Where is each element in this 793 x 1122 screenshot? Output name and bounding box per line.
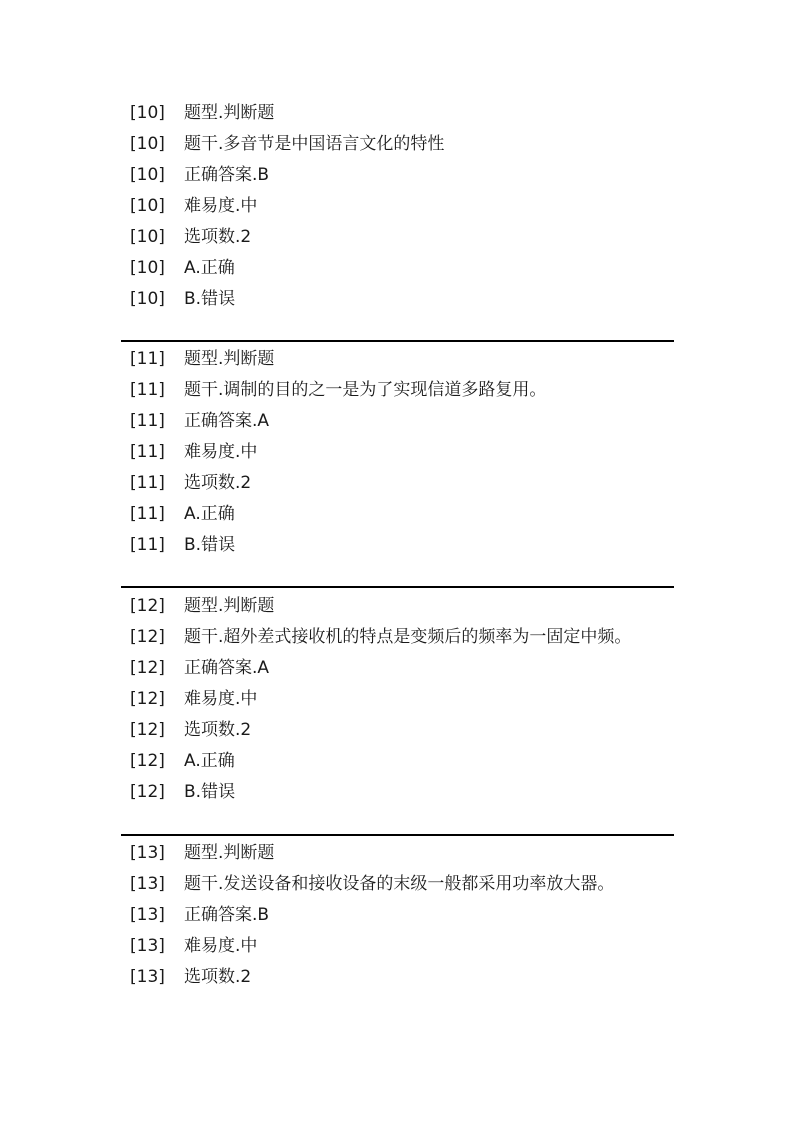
question-difficulty: 难易度.中 <box>184 442 258 462</box>
question-option-b-line <box>121 531 674 562</box>
question-number: [11] <box>130 442 165 462</box>
question-type-line <box>121 592 674 623</box>
question-stem: 题干.多音节是中国语言文化的特性 <box>184 134 445 154</box>
question-option-count: 选项数.2 <box>184 720 252 740</box>
question-stem: 题干.调制的目的之一是为了实现信道多路复用。 <box>184 380 547 400</box>
question-difficulty: 难易度.中 <box>184 689 258 709</box>
question-type: 题型.判断题 <box>184 596 275 616</box>
question-difficulty-line <box>121 932 674 963</box>
question-number: [12] <box>130 782 165 802</box>
question-option-a: A.正确 <box>184 504 235 524</box>
question-number: [13] <box>130 843 165 863</box>
question-answer-line <box>121 901 674 932</box>
question-number: [12] <box>130 658 165 678</box>
question-answer: 正确答案.A <box>184 658 270 678</box>
question-answer-line <box>121 407 674 438</box>
question-number: [11] <box>130 380 165 400</box>
question-option-b: B.错误 <box>184 782 236 802</box>
question-number: [13] <box>130 874 165 894</box>
question-stem-line <box>121 130 674 161</box>
question-stem: 题干.发送设备和接收设备的末级一般都采用功率放大器。 <box>184 874 615 894</box>
question-type: 题型.判断题 <box>184 103 275 123</box>
question-option-a-line <box>121 254 674 285</box>
question-block-12 <box>121 592 674 809</box>
question-number: [11] <box>130 411 165 431</box>
question-option-b: B.错误 <box>184 289 236 309</box>
question-difficulty: 难易度.中 <box>184 936 258 956</box>
question-option-count-line <box>121 223 674 254</box>
divider-line <box>121 834 674 836</box>
question-option-a-line <box>121 500 674 531</box>
question-difficulty-line <box>121 685 674 716</box>
question-number: [11] <box>130 535 165 555</box>
question-answer: 正确答案.B <box>184 905 270 925</box>
question-option-count-line <box>121 469 674 500</box>
question-option-count: 选项数.2 <box>184 473 252 493</box>
question-number: [10] <box>130 196 165 216</box>
question-option-count-line <box>121 716 674 747</box>
question-number: [10] <box>130 103 165 123</box>
question-option-a: A.正确 <box>184 751 235 771</box>
question-number: [10] <box>130 165 165 185</box>
question-number: [12] <box>130 689 165 709</box>
question-number: [10] <box>130 289 165 309</box>
question-number: [10] <box>130 258 165 278</box>
divider-line <box>121 586 674 588</box>
question-option-a: A.正确 <box>184 258 235 278</box>
question-number: [12] <box>130 596 165 616</box>
question-answer-line <box>121 161 674 192</box>
question-block-11 <box>121 345 674 562</box>
question-type-line <box>121 345 674 376</box>
question-number: [11] <box>130 349 165 369</box>
question-option-b-line <box>121 285 674 316</box>
question-option-count: 选项数.2 <box>184 967 252 987</box>
question-option-b-line <box>121 778 674 809</box>
question-difficulty: 难易度.中 <box>184 196 258 216</box>
question-block-13 <box>121 839 674 994</box>
question-stem-line <box>121 623 674 654</box>
question-difficulty-line <box>121 192 674 223</box>
question-number: [12] <box>130 751 165 771</box>
question-stem-line <box>121 376 674 407</box>
question-answer: 正确答案.B <box>184 165 270 185</box>
question-stem: 题干.超外差式接收机的特点是变频后的频率为一固定中频。 <box>184 627 632 647</box>
question-number: [13] <box>130 967 165 987</box>
question-type: 题型.判断题 <box>184 349 275 369</box>
question-number: [13] <box>130 905 165 925</box>
question-difficulty-line <box>121 438 674 469</box>
question-number: [12] <box>130 627 165 647</box>
question-number: [10] <box>130 227 165 247</box>
question-stem-line <box>121 870 674 901</box>
divider-line <box>121 340 674 342</box>
question-number: [12] <box>130 720 165 740</box>
question-option-b: B.错误 <box>184 535 236 555</box>
question-answer-line <box>121 654 674 685</box>
question-number: [13] <box>130 936 165 956</box>
question-block-10 <box>121 99 674 316</box>
question-number: [10] <box>130 134 165 154</box>
question-type-line <box>121 99 674 130</box>
question-answer: 正确答案.A <box>184 411 270 431</box>
question-number: [11] <box>130 504 165 524</box>
question-number: [11] <box>130 473 165 493</box>
question-type: 题型.判断题 <box>184 843 275 863</box>
question-option-count-line <box>121 963 674 994</box>
question-option-a-line <box>121 747 674 778</box>
question-option-count: 选项数.2 <box>184 227 252 247</box>
question-type-line <box>121 839 674 870</box>
